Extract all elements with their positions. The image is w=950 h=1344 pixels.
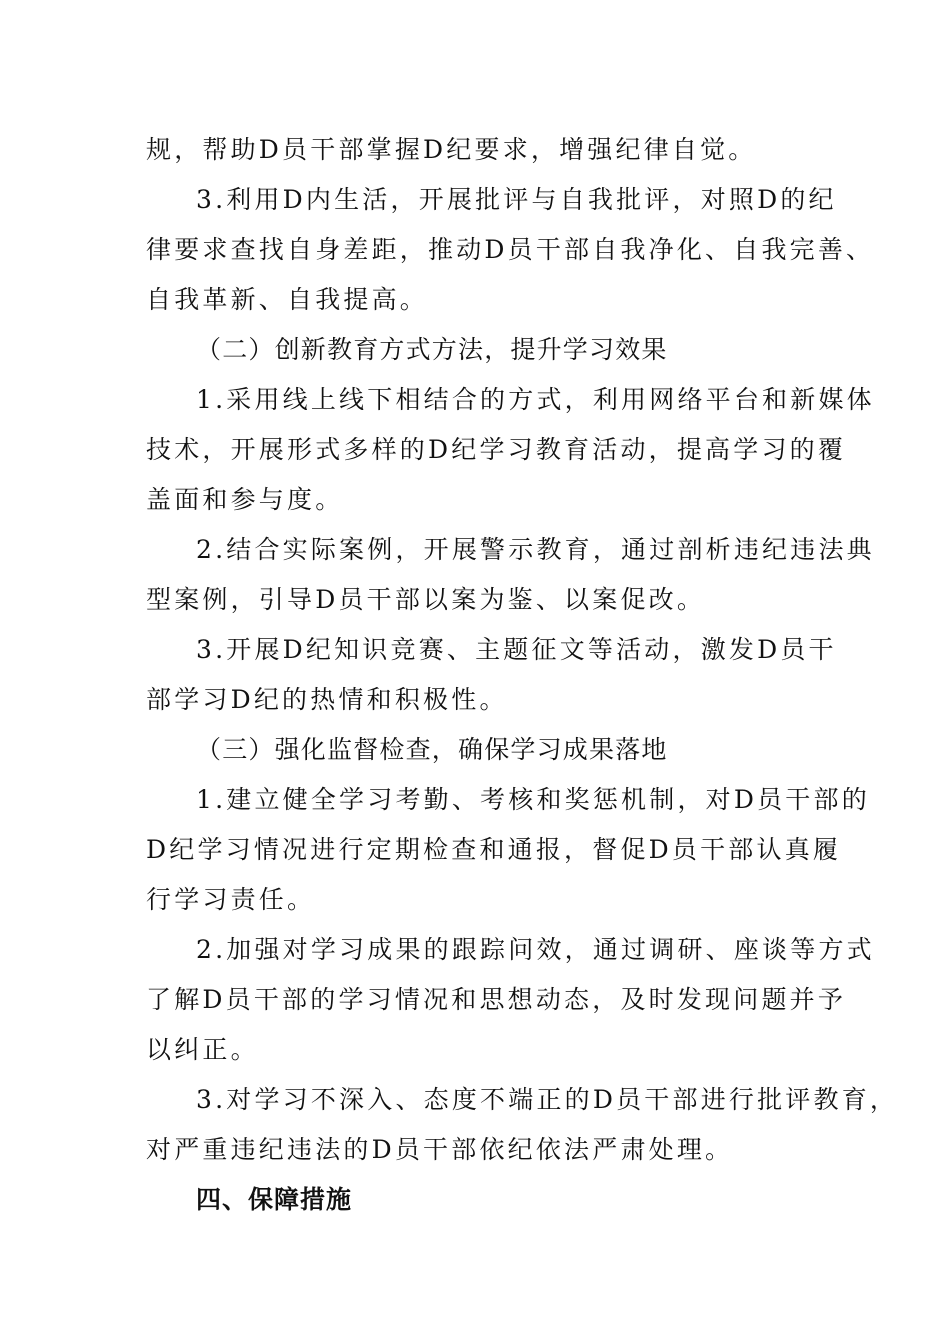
text-line: 行学习责任。 bbox=[146, 885, 316, 914]
text-line: 自我革新、自我提高。 bbox=[146, 285, 429, 314]
text-line: 2.结合实际案例，开展警示教育，通过剖析违纪违法典 bbox=[196, 535, 875, 564]
section-subheading: （三）强化监督检查，确保学习成果落地 bbox=[196, 735, 668, 764]
text-line: 盖面和参与度。 bbox=[146, 485, 344, 514]
text-line: 部学习D纪的热情和积极性。 bbox=[146, 685, 508, 714]
text-line: 3.利用D内生活，开展批评与自我批评，对照D的纪 bbox=[196, 185, 837, 214]
text-line: D纪学习情况进行定期检查和通报，督促D员干部认真履 bbox=[146, 835, 842, 864]
text-line: 对严重违纪违法的D员干部依纪依法严肃处理。 bbox=[146, 1135, 734, 1164]
text-line: 1.采用线上线下相结合的方式，利用网络平台和新媒体 bbox=[196, 385, 875, 414]
section-heading: 四、保障措施 bbox=[196, 1185, 353, 1214]
text-line: 律要求查找自身差距，推动D员干部自我净化、自我完善、 bbox=[146, 235, 875, 264]
text-line: 技术，开展形式多样的D纪学习教育活动，提高学习的覆 bbox=[146, 435, 847, 464]
text-line: 了解D员干部的学习情况和思想动态，及时发现问题并予 bbox=[146, 985, 847, 1014]
text-line: 3.开展D纪知识竞赛、主题征文等活动，激发D员干 bbox=[196, 635, 837, 664]
text-line: 1.建立健全学习考勤、考核和奖惩机制，对D员干部的 bbox=[196, 785, 870, 814]
text-line: 以纠正。 bbox=[146, 1035, 259, 1064]
text-line: 2.加强对学习成果的跟踪问效，通过调研、座谈等方式 bbox=[196, 935, 875, 964]
text-line: 规，帮助D员干部掌握D纪要求，增强纪律自觉。 bbox=[146, 135, 757, 164]
text-line: 型案例，引导D员干部以案为鉴、以案促改。 bbox=[146, 585, 706, 614]
text-line: 3.对学习不深入、态度不端正的D员干部进行批评教育， bbox=[196, 1085, 899, 1114]
section-subheading: （二）创新教育方式方法，提升学习效果 bbox=[196, 335, 668, 364]
